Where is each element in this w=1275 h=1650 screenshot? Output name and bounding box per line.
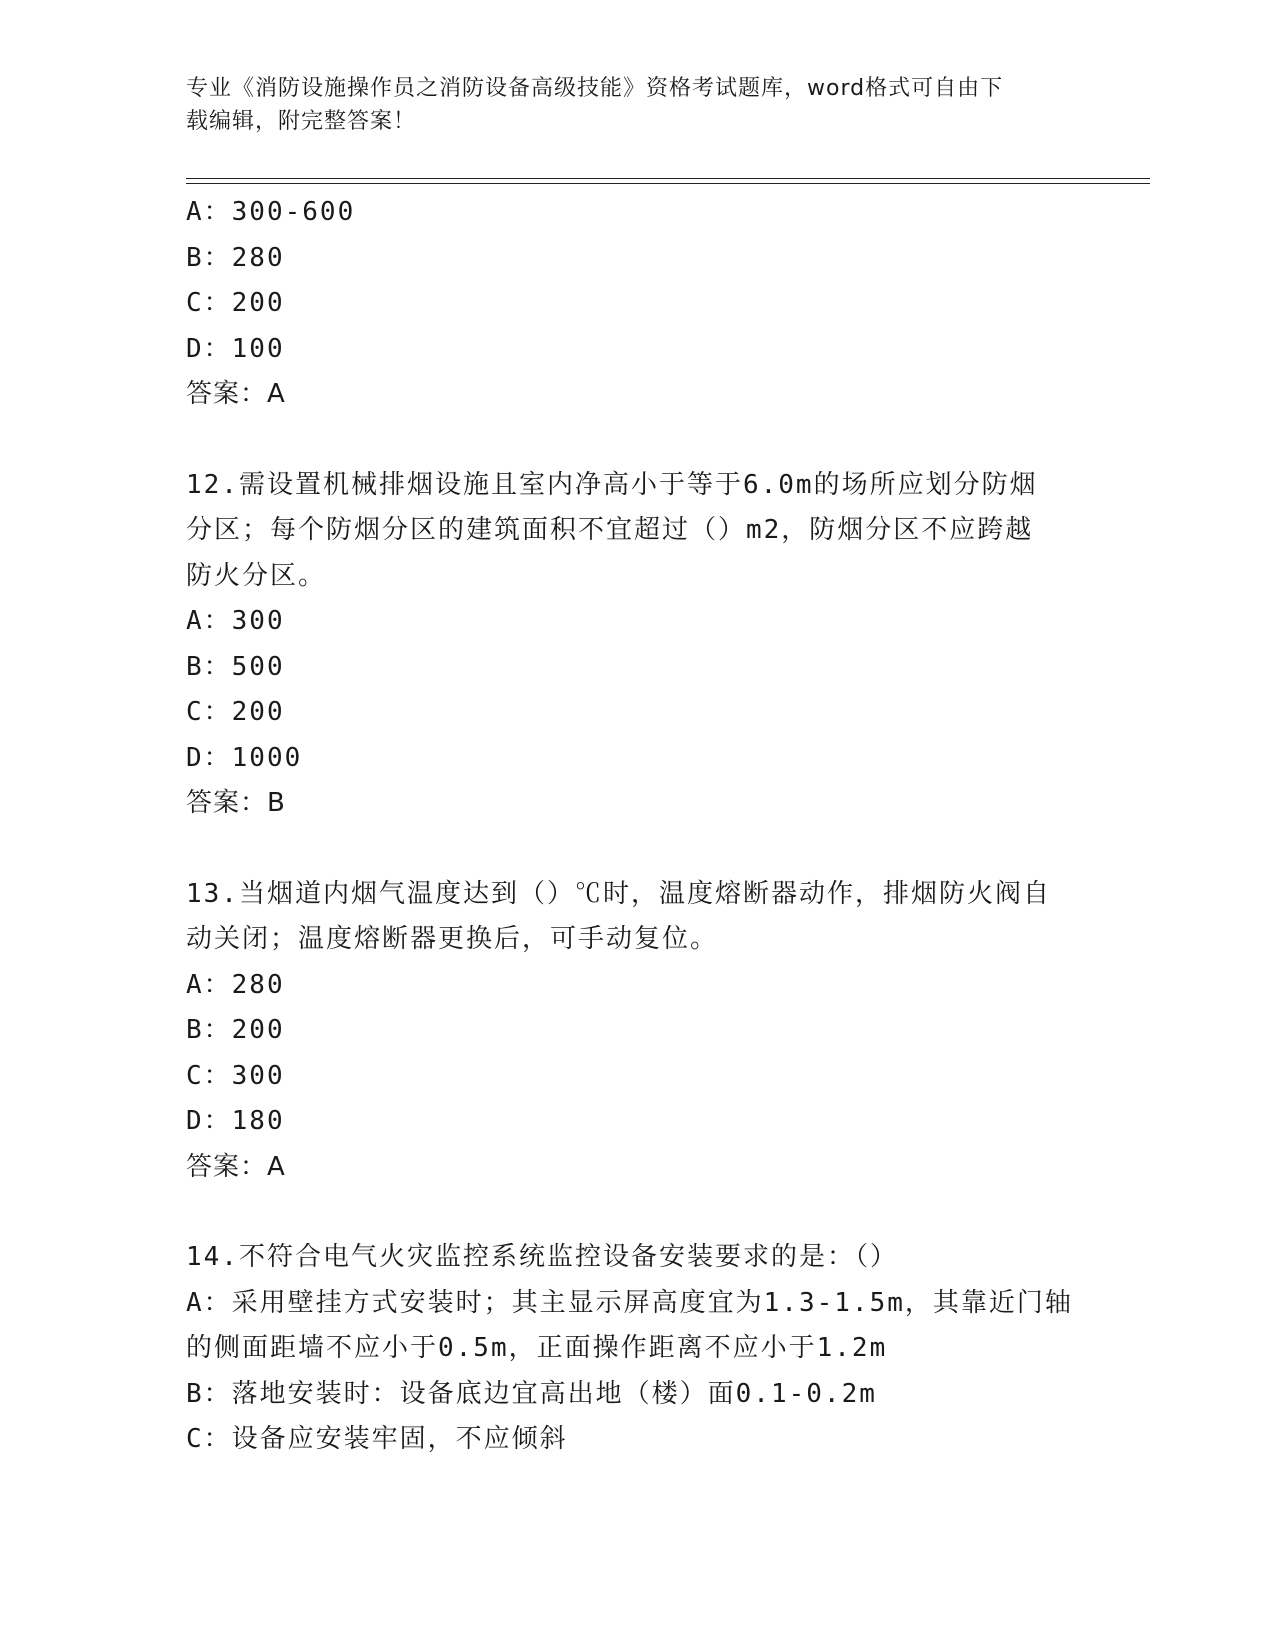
option-b: B：500 xyxy=(186,651,285,682)
answer-line: 答案：A xyxy=(186,379,286,409)
question-13 xyxy=(186,872,1086,1191)
header-line-1: 专业《消防设施操作员之消防设备高级技能》资格考试题库，word格式可自由下 xyxy=(186,76,1004,101)
header-divider-top xyxy=(186,178,1150,179)
option-c: C：200 xyxy=(186,288,285,318)
question-stem-line: 14.不符合电气火灾监控系统监控设备安装要求的是：（） xyxy=(186,1242,898,1272)
option-a: A：280 xyxy=(186,969,285,1000)
option-c: C：200 xyxy=(186,697,285,727)
question-spacer xyxy=(186,418,1086,463)
question-list xyxy=(186,190,1086,1463)
question-stem-line: 13.当烟道内烟气温度达到（）℃时，温度熔断器动作，排烟防火阀自 xyxy=(186,878,1051,909)
document-header xyxy=(186,72,1086,138)
option-d: D：1000 xyxy=(186,742,303,773)
option-b: B：200 xyxy=(186,1015,285,1045)
question-stem-line: 动关闭；温度熔断器更换后，可手动复位。 xyxy=(186,924,719,954)
question-spacer xyxy=(186,1190,1086,1235)
option-b: B：落地安装时：设备底边宜高出地（楼）面0.1-0.2m xyxy=(186,1378,877,1409)
answer-line: 答案：B xyxy=(186,788,286,818)
question-stem-line: 防火分区。 xyxy=(186,560,327,591)
option-d: D：100 xyxy=(186,333,285,364)
question-stem-line: 12.需设置机械排烟设施且室内净高小于等于6.0m的场所应划分防烟 xyxy=(186,469,1038,500)
option-c: C：设备应安装牢固，不应倾斜 xyxy=(186,1424,568,1454)
header-divider-bottom xyxy=(186,183,1150,184)
option-d: D：180 xyxy=(186,1106,285,1136)
header-line-2: 载编辑，附完整答案！ xyxy=(186,109,417,134)
option-c: C：300 xyxy=(186,1060,285,1091)
question-11 xyxy=(186,190,1086,418)
question-14 xyxy=(186,1235,1086,1463)
option-b: B：280 xyxy=(186,242,285,273)
question-12 xyxy=(186,463,1086,827)
option-a-continued: 的侧面距墙不应小于0.5m，正面操作距离不应小于1.2m xyxy=(186,1333,888,1363)
option-a: A：采用壁挂方式安装时；其主显示屏高度宜为1.3-1.5m，其靠近门轴 xyxy=(186,1287,1073,1318)
option-a: A：300 xyxy=(186,606,285,636)
question-spacer xyxy=(186,827,1086,872)
question-stem-line: 分区；每个防烟分区的建筑面积不宜超过（）m2，防烟分区不应跨越 xyxy=(186,515,1034,545)
option-a: A：300-600 xyxy=(186,197,356,227)
answer-line: 答案：A xyxy=(186,1151,286,1182)
